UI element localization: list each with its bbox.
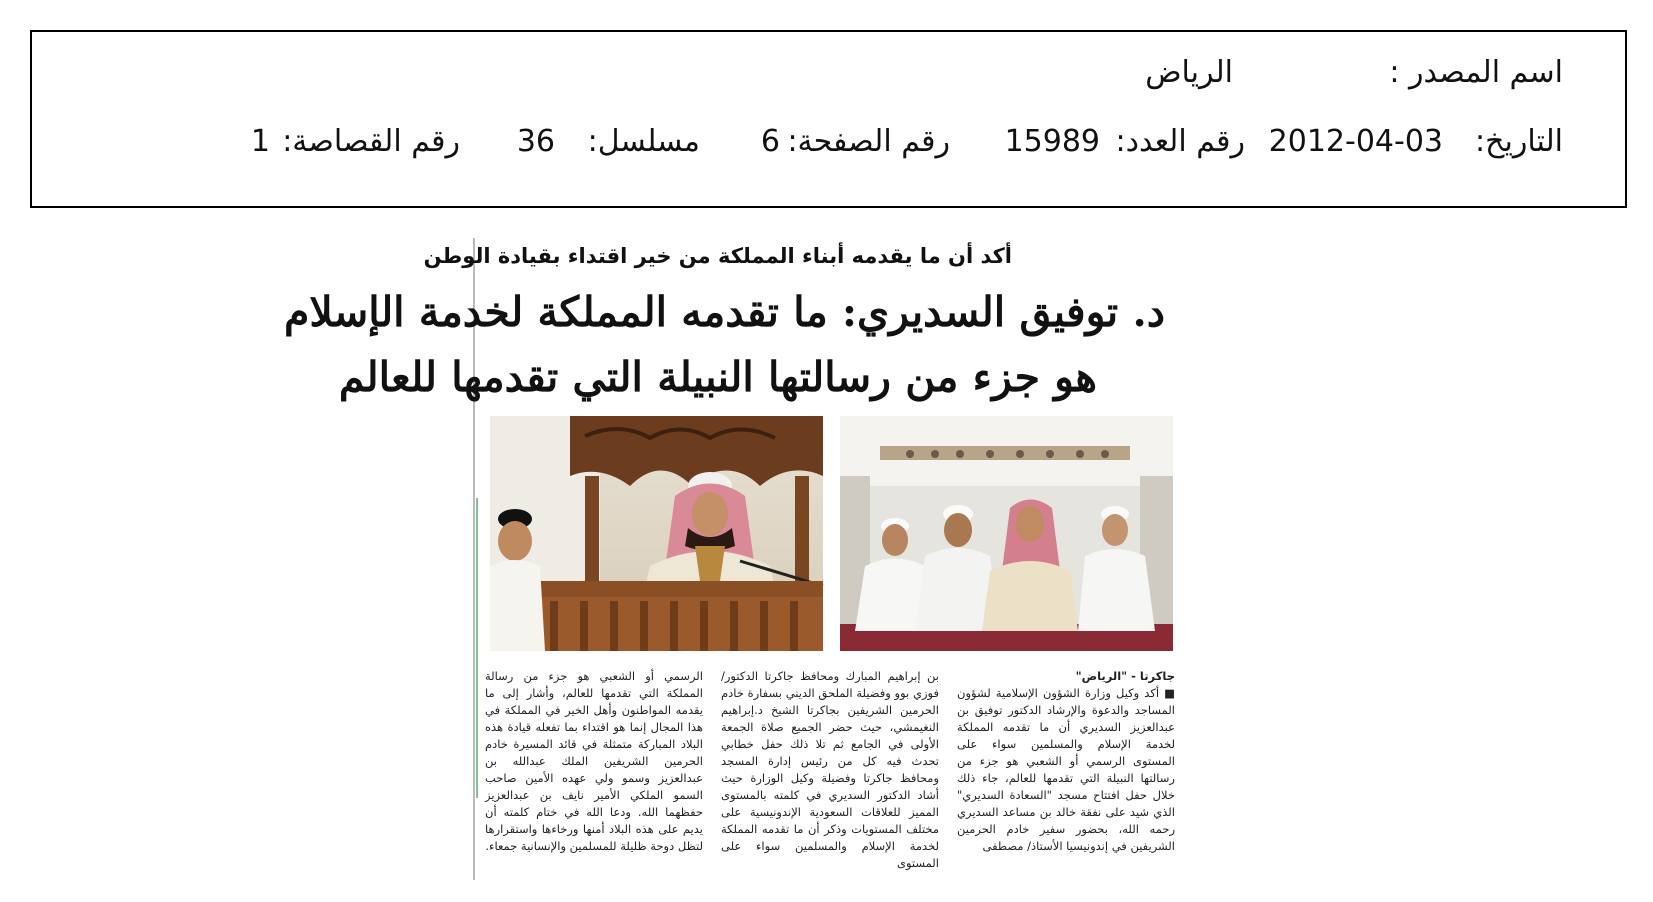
issue-value: 15989: [1004, 124, 1100, 159]
article-column-3: الرسمي أو الشعبي هو جزء من رسالة المملكة التي تقدمها للعالم، وأشار إلى ما يقدمه المواطنون وأهل الخير في المملكة في هذا المجال إنما هو اقتداء بما تفعله قيادة هذه البلاد المباركة متمثلة في قائد المسيرة خادم الحرمين الشريفين الملك عبدالله بن عبدالعزيز وسمو ولي عهده الأمين صاحب السمو الملكي الأمير نايف بن عبدالعزيز حفظهما الله. ودعا الله في ختام كلمته أن يديم على هذه البلاد أمنها ورخاءها واستقرارها لتظل دوحة ظليلة للمسلمين والإنسانية جمعاء.: [485, 669, 703, 853]
newspaper-clipping: [284, 238, 1177, 880]
pulpit-photo-image: [490, 416, 823, 651]
article-headline-line2: هو جزء من رسالتها النبيلة التي تقدمها للعالم: [338, 353, 1097, 401]
article-column-1-text: ■ أكد وكيل وزارة الشؤون الإسلامية لشؤون المساجد والدعوة والإرشاد الدكتور توفيق بن عبدالعزيز السديري أن ما تقدمه المملكة لخدمة الإسلام والمسلمين سواء على المستوى الرسمي أو الشعبي هو جزء من رسالتها النبيلة التي تقدمها للعالم، جاء ذلك خلال حفل افتتاح مسجد "السعادة السديري" الذي شيد على نفقة خالد بن مساعد السديري رحمه الله، بحضور سفير خادم الحرمين الشريفين في إندونيسيا الأستاذ/ مصطفى: [957, 686, 1175, 853]
article-column-2: بن إبراهيم المبارك ومحافظ جاكرتا الدكتور/ فوزي بوو وفضيلة الملحق الديني بسفارة خادم الحرمين الشريفين بجاكرتا الشيخ د.إبراهيم النغيمشي، حيث حضر الجميع صلاة الجمعة الأولى في الجامع ثم تلا ذلك حفل خطابي تحدث فيه كل من رئيس إدارة المسجد ومحافظ جاكرتا وفضيلة وكيل الوزارة حيث أشاد الدكتور السديري في كلمته بالمستوى المميز للعلاقات السعودية الإندونيسية على مختلف المستويات وذكر أن ما تقدمه المملكة لخدمة الإسلام والمسلمين سواء على المستوى: [721, 669, 939, 870]
article-kicker: أكد أن ما يقدمه أبناء المملكة من خير اقتداء بقيادة الوطن: [423, 244, 1012, 268]
source-label: اسم المصدر :: [1389, 55, 1563, 90]
mosque-photo-image: [840, 416, 1173, 651]
article-dateline: جاكرتا - "الرياض": [1075, 669, 1175, 683]
source-value: الرياض: [1145, 55, 1233, 90]
article-body: [485, 668, 1175, 878]
page-value: 6: [760, 124, 780, 159]
clip-number-value: 1: [250, 124, 270, 159]
article-headline-line1: د. توفيق السديري: ما تقدمه المملكة لخدمة الإسلام: [284, 288, 1165, 336]
page-label: رقم الصفحة:: [787, 124, 950, 159]
serial-value: 36: [516, 124, 555, 159]
clipping-info-box: [30, 30, 1627, 208]
clip-number-label: رقم القصاصة:: [282, 124, 460, 159]
clipping-green-edge: [476, 498, 478, 798]
pulpit-photo: [490, 416, 823, 651]
serial-label: مسلسل:: [587, 124, 700, 159]
issue-label: رقم العدد:: [1115, 124, 1245, 159]
date-label: التاريخ:: [1475, 124, 1563, 159]
mosque-photo: [840, 416, 1173, 651]
article-column-1: [957, 668, 1175, 878]
date-value: 2012-04-03: [1268, 124, 1443, 159]
